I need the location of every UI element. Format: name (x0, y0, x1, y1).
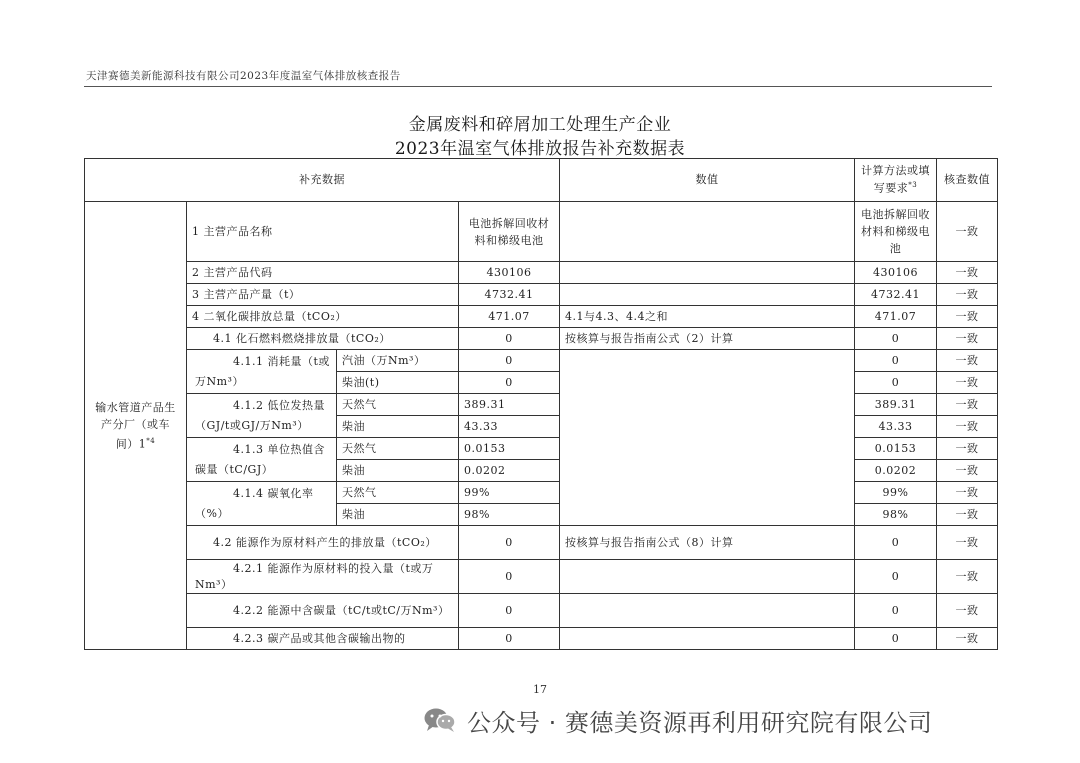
table-title-line2: 2023年温室气体排放报告补充数据表 (394, 139, 686, 159)
group-label: 输水管道产品生产分厂（或车间）1$^{*4}$ (85, 202, 187, 650)
header-supplement: 补充数据 (85, 159, 560, 202)
consistency-cell: 一致 (937, 560, 998, 594)
header-value: 数值 (560, 159, 855, 202)
consistency-cell: 一致 (937, 262, 998, 284)
value-cell: 0.0153 (459, 438, 560, 460)
sub-item-label: 柴油(t) (337, 372, 459, 394)
header-verified: 核查数值 (937, 159, 998, 202)
sub-item-label: 柴油 (337, 460, 459, 482)
item-label: 4.1 化石燃料燃烧排放量（tCO₂） (187, 328, 459, 350)
verified-cell: 0 (855, 628, 937, 650)
table-row (85, 438, 998, 460)
verified-cell: 471.07 (855, 306, 937, 328)
consistency-cell: 一致 (937, 284, 998, 306)
table-row (85, 594, 998, 628)
supplementary-data-table (84, 158, 998, 650)
item-label: 4.2 能源作为原材料产生的排放量（tCO₂） (187, 526, 459, 560)
consistency-cell: 一致 (937, 394, 998, 416)
verified-cell: 0 (855, 560, 937, 594)
sub-item-label: 天然气 (337, 482, 459, 504)
method-cell (560, 628, 855, 650)
verified-cell: 99% (855, 482, 937, 504)
value-cell: 4732.41 (459, 284, 560, 306)
consistency-cell: 一致 (937, 350, 998, 372)
header-rule (84, 86, 992, 87)
item-label: 2 主营产品代码 (187, 262, 459, 284)
value-cell: 98% (459, 504, 560, 526)
verified-cell: 43.33 (855, 416, 937, 438)
verified-cell: 430106 (855, 262, 937, 284)
value-cell: 389.31 (459, 394, 560, 416)
value-cell: 43.33 (459, 416, 560, 438)
item-label: 4.1.1 消耗量（t或万Nm³） (187, 350, 337, 394)
method-cell: 4.1与4.3、4.4之和 (560, 306, 855, 328)
table-row (85, 262, 998, 284)
table-title-line1: 金属废料和碎屑加工处理生产企业 (408, 115, 672, 135)
value-cell: 电池拆解回收材料和梯级电池 (459, 202, 560, 262)
method-cell (560, 202, 855, 262)
verified-cell: 0.0202 (855, 460, 937, 482)
verified-cell: 0 (855, 594, 937, 628)
value-cell: 430106 (459, 262, 560, 284)
item-label: 4.2.1 能源作为原材料的投入量（t或万Nm³） (187, 560, 459, 594)
consistency-cell: 一致 (937, 526, 998, 560)
verified-cell: 电池拆解回收材料和梯级电池 (855, 202, 937, 262)
method-cell (560, 262, 855, 284)
value-cell: 0 (459, 328, 560, 350)
item-label: 1 主营产品名称 (187, 202, 459, 262)
method-cell (560, 284, 855, 306)
item-label: 4.1.3 单位热值含碳量（tC/GJ） (187, 438, 337, 482)
value-cell: 0 (459, 594, 560, 628)
table-header-row (85, 159, 998, 202)
consistency-cell: 一致 (937, 372, 998, 394)
method-cell: 按核算与报告指南公式（8）计算 (560, 526, 855, 560)
table-row (85, 394, 998, 416)
consistency-cell: 一致 (937, 202, 998, 262)
value-cell: 0 (459, 526, 560, 560)
consistency-cell: 一致 (937, 482, 998, 504)
verified-cell: 0.0153 (855, 438, 937, 460)
sub-item-label: 柴油 (337, 416, 459, 438)
header-method: 计算方法或填写要求$^{*3}$ (855, 159, 937, 202)
item-label: 4.2.3 碳产品或其他含碳输出物的 (187, 628, 459, 650)
consistency-cell: 一致 (937, 594, 998, 628)
sub-item-label: 天然气 (337, 438, 459, 460)
verified-cell: 0 (855, 328, 937, 350)
page-number: 17 (533, 683, 547, 696)
consistency-cell: 一致 (937, 460, 998, 482)
watermark-text: 公众号 · 赛德美资源再利用研究院有限公司 (467, 708, 933, 737)
watermark (423, 704, 932, 736)
value-cell: 0 (459, 628, 560, 650)
consistency-cell: 一致 (937, 328, 998, 350)
item-label: 4.1.4 碳氧化率（%） (187, 482, 337, 526)
method-cell: 按核算与报告指南公式（2）计算 (560, 328, 855, 350)
table-row (85, 482, 998, 504)
table-row (85, 560, 998, 594)
verified-cell: 4732.41 (855, 284, 937, 306)
verified-cell: 98% (855, 504, 937, 526)
value-cell: 471.07 (459, 306, 560, 328)
table-row (85, 202, 998, 262)
wechat-icon (423, 706, 457, 734)
table-row (85, 328, 998, 350)
consistency-cell: 一致 (937, 628, 998, 650)
sub-item-label: 天然气 (337, 394, 459, 416)
item-label: 3 主营产品产量（t） (187, 284, 459, 306)
value-cell: 0 (459, 372, 560, 394)
verified-cell: 0 (855, 526, 937, 560)
verified-cell: 0 (855, 350, 937, 372)
method-cell (560, 350, 855, 526)
verified-cell: 389.31 (855, 394, 937, 416)
sub-item-label: 柴油 (337, 504, 459, 526)
value-cell: 0.0202 (459, 460, 560, 482)
table-row (85, 350, 998, 372)
method-cell (560, 594, 855, 628)
item-label: 4.1.2 低位发热量（GJ/t或GJ/万Nm³） (187, 394, 337, 438)
sub-item-label: 汽油（万Nm³） (337, 350, 459, 372)
table-row (85, 284, 998, 306)
value-cell: 0 (459, 350, 560, 372)
value-cell: 0 (459, 560, 560, 594)
table-row (85, 306, 998, 328)
consistency-cell: 一致 (937, 504, 998, 526)
consistency-cell: 一致 (937, 416, 998, 438)
item-label: 4 二氧化碳排放总量（tCO₂） (187, 306, 459, 328)
document-header: 天津赛德美新能源科技有限公司2023年度温室气体排放核查报告 (86, 70, 401, 82)
value-cell: 99% (459, 482, 560, 504)
item-label: 4.2.2 能源中含碳量（tC/t或tC/万Nm³） (187, 594, 459, 628)
consistency-cell: 一致 (937, 306, 998, 328)
table-row (85, 526, 998, 560)
consistency-cell: 一致 (937, 438, 998, 460)
verified-cell: 0 (855, 372, 937, 394)
method-cell (560, 560, 855, 594)
table-row (85, 628, 998, 650)
